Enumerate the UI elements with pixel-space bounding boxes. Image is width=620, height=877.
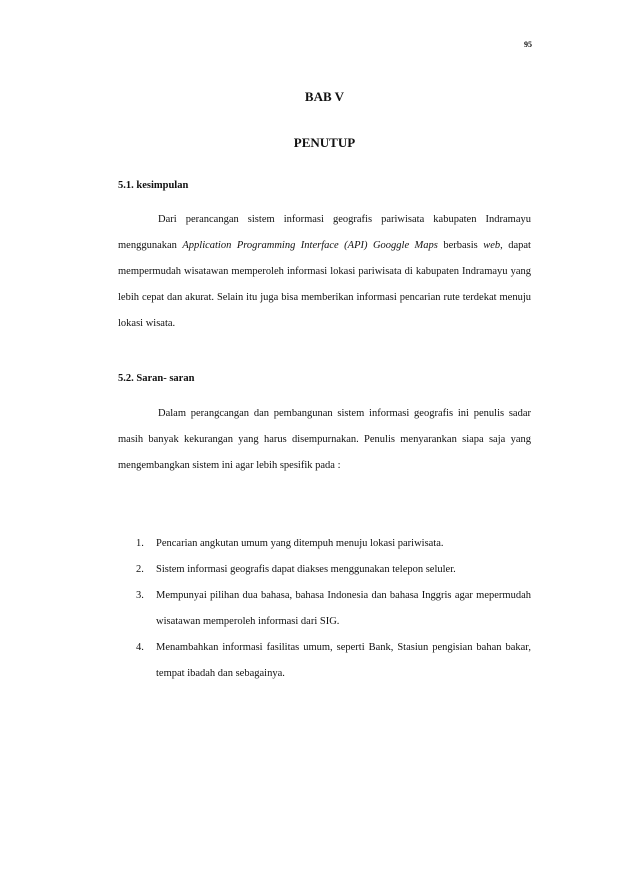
- list-item-number: 2.: [136, 564, 144, 575]
- list-item: [118, 635, 531, 687]
- saran-list: [118, 531, 531, 687]
- paragraph-text: Dari perancangan sistem informasi geografis pariwisata kabupaten Indramayu menggunakan: [118, 214, 531, 251]
- list-item-number: 4.: [136, 642, 144, 653]
- list-item: [118, 557, 531, 583]
- paragraph-italic-api: Application Programming Interface (API) Googgle Maps: [182, 240, 438, 251]
- paragraph-text: berbasis: [437, 240, 484, 251]
- page-number: 95: [524, 40, 532, 49]
- list-item: [118, 531, 531, 557]
- chapter-title: PENUTUP: [293, 135, 356, 150]
- list-item-number: 1.: [136, 538, 144, 549]
- list-item: [118, 583, 531, 635]
- section-heading-saran: 5.2. Saran- saran: [118, 373, 195, 384]
- paragraph-italic-web: web: [483, 240, 501, 251]
- kesimpulan-paragraph: [118, 207, 531, 337]
- list-item-text: Pencarian angkutan umum yang ditempuh menuju lokasi pariwisata.: [156, 538, 444, 549]
- paragraph-text: , dapat mempermudah wisatawan memperoleh informasi lokasi pariwisata di kabupaten Indramayu yang lebih cepat dan akurat. Selain itu juga bisa memberikan informasi pencarian rute terdekat menuju lokasi wisata.: [118, 240, 531, 329]
- list-item-number: 3.: [136, 590, 144, 601]
- list-item-text: Sistem informasi geografis dapat diakses menggunakan telepon seluler.: [156, 564, 456, 575]
- list-item-text: Menambahkan informasi fasilitas umum, seperti Bank, Stasiun pengisian bahan bakar, tempat ibadah dan sebagainya.: [156, 642, 531, 679]
- section-heading-kesimpulan: 5.1. kesimpulan: [118, 180, 189, 191]
- chapter-label: BAB V: [304, 89, 345, 104]
- list-item-text: Mempunyai pilihan dua bahasa, bahasa Indonesia dan bahasa Inggris agar mepermudah wisatawan memperoleh informasi dari SIG.: [156, 590, 531, 627]
- saran-paragraph: Dalam perangcangan dan pembangunan sistem informasi geografis ini penulis sadar masih banyak kekurangan yang harus disempurnakan. Penulis menyarankan siapa saja yang mengembangkan sistem ini agar lebih spesifik pada :: [118, 408, 531, 471]
